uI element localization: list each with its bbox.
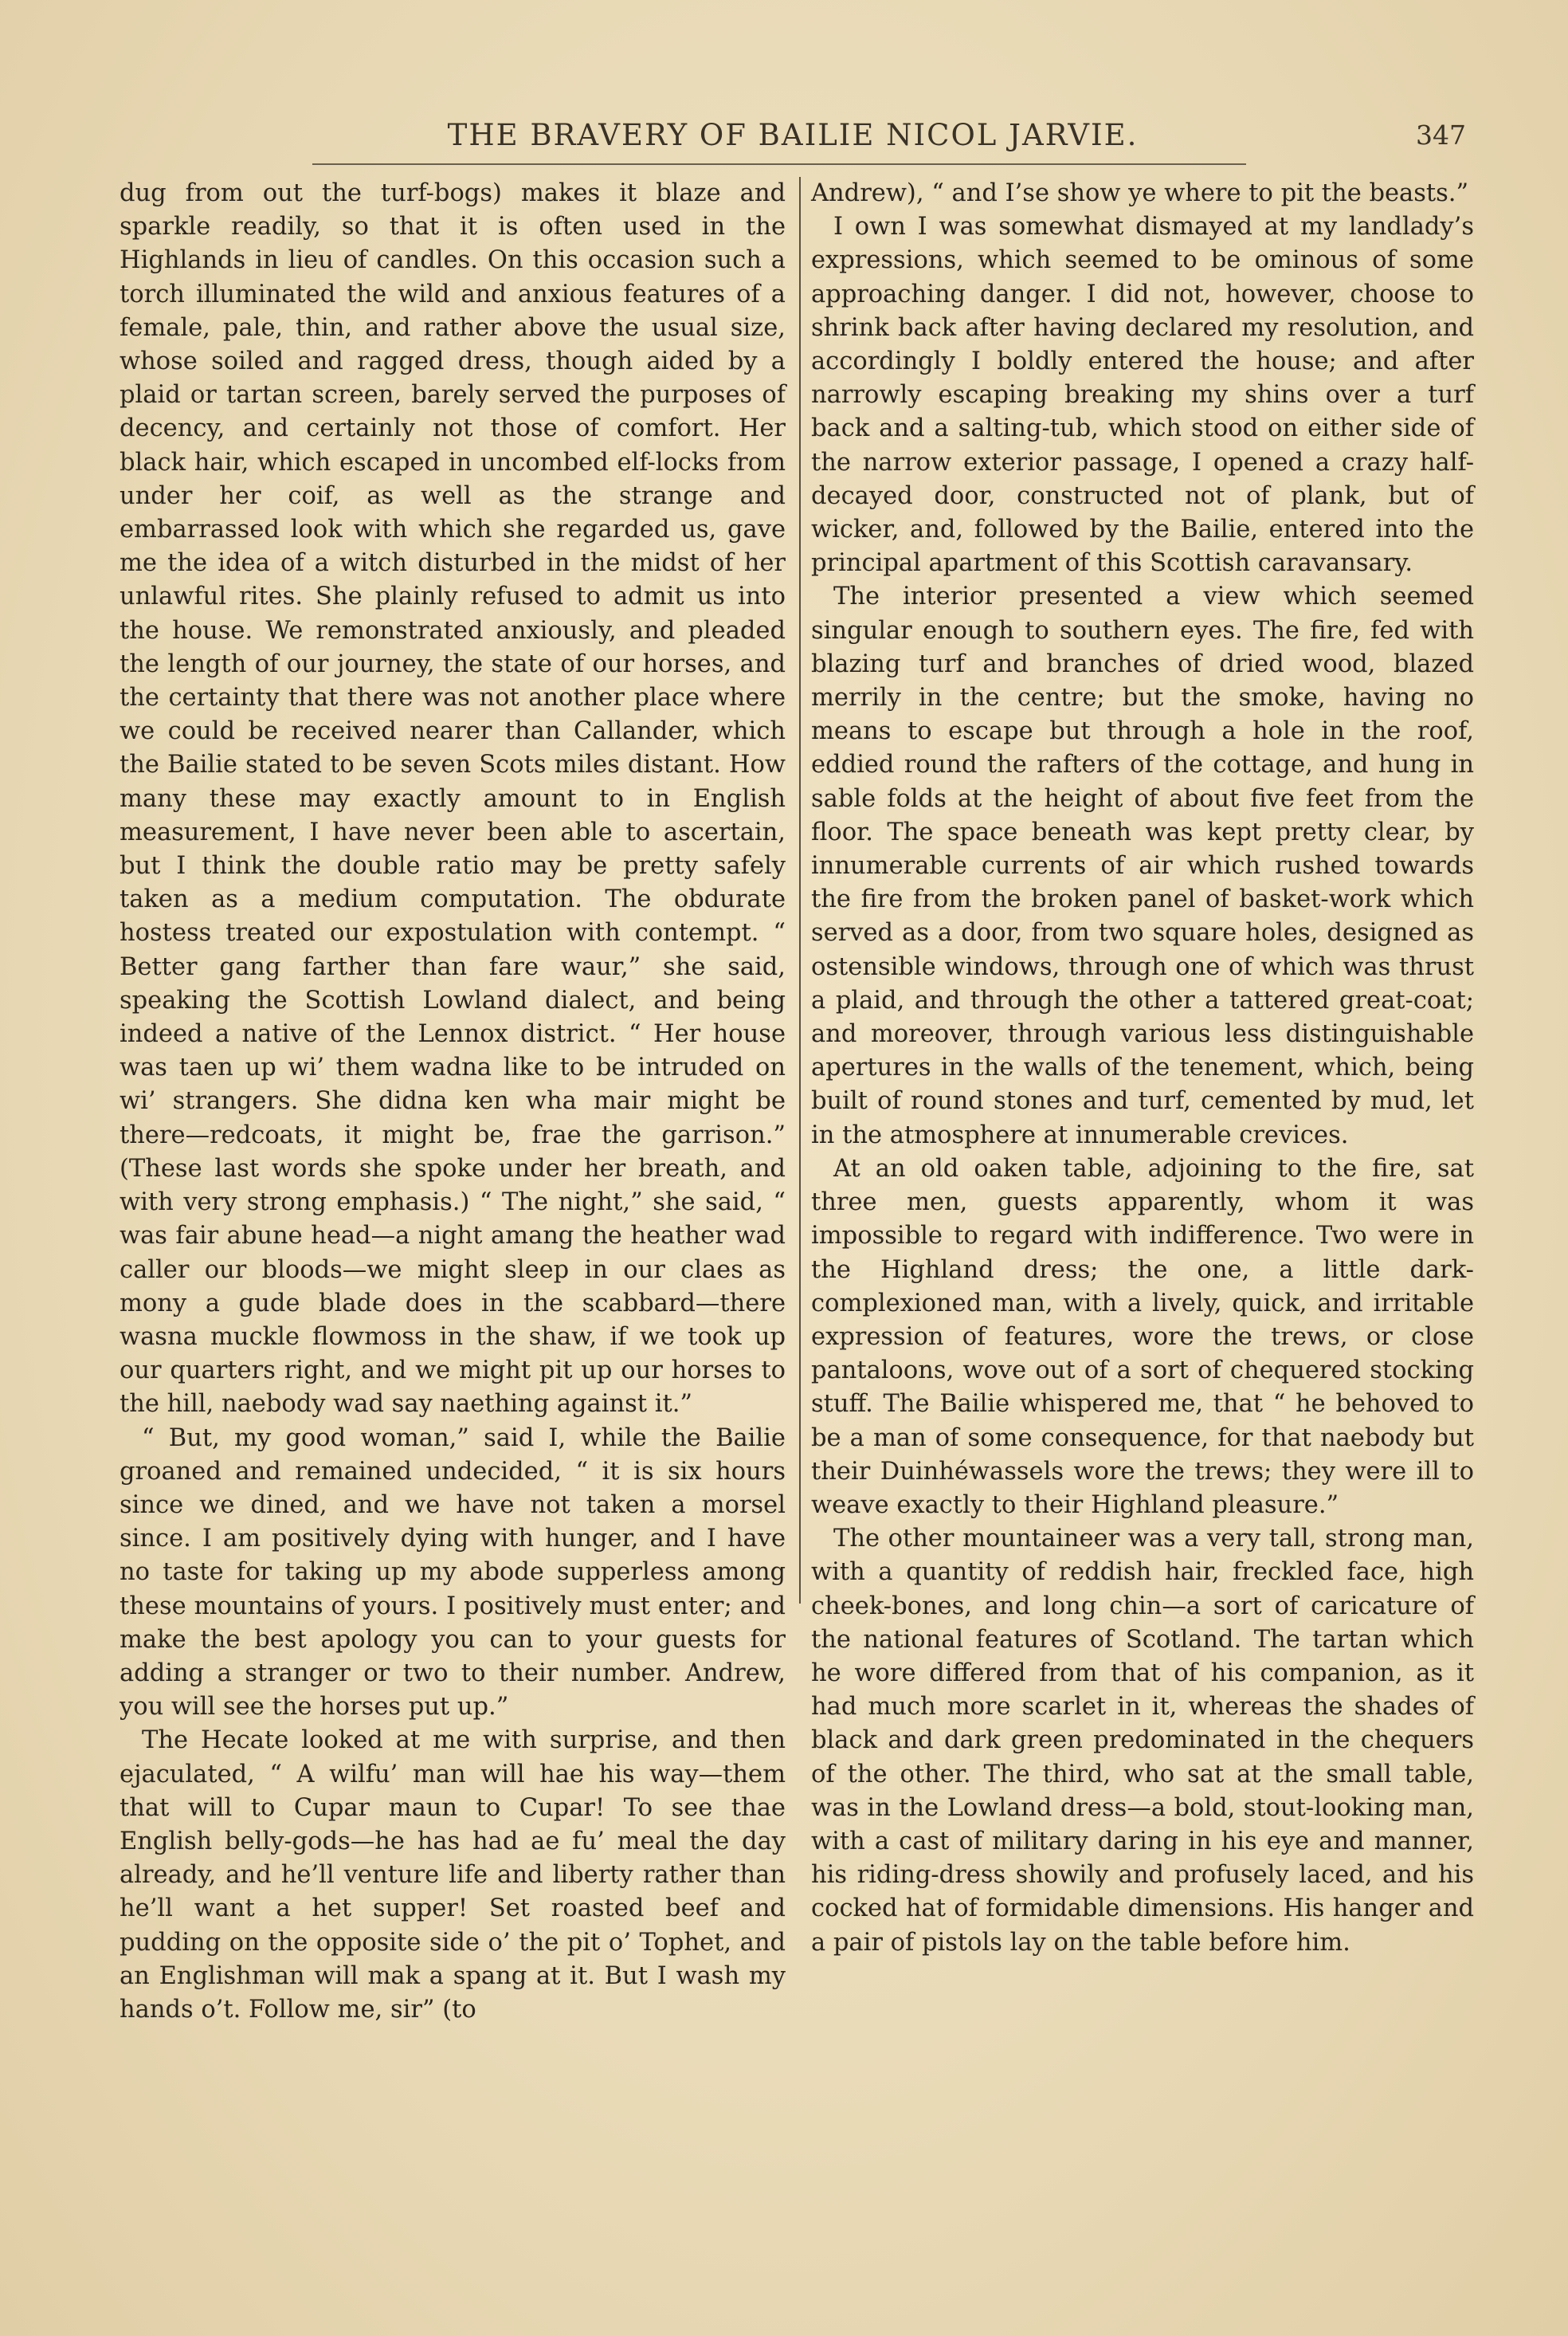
right-paragraph-1: Andrew), “ and I’se show ye where to pit the beasts.” xyxy=(811,179,1469,207)
column-divider xyxy=(799,177,801,1604)
running-head: THE BRAVERY OF BAILIE NICOL JARVIE. xyxy=(447,118,1139,152)
right-paragraph-3: The interior presented a view which seemed singular enough to southern eyes. The fire, fed with blazing turf and branches of dried wood, blazed merrily in the centre; but the smoke, having no means to escape but through a hole in the roof, eddied round the rafters of the cottage, and hung in sable folds at the height of about five feet from the floor. The space beneath was kept pretty clear, by innumerable currents of air which rushed towards the fire from the broken panel of basket-work which served as a door, from two square holes, designed as ostensible windows, through one of which was thrust a plaid, and through the other a tattered great-coat; and moreover, through various less distinguishable apertures in the walls of the tenement, which, being built of round stones and turf, cemented by mud, let in the atmosphere at innumerable crevices. xyxy=(811,583,1474,1149)
right-paragraph-5: The other mountaineer was a very tall, strong man, with a quantity of reddish hair, freckled face, high cheek-bones, and long chin—a sort of caricature of the national features of Scotland. The tartan which he wore differed from that of his companion, as it had much more scarlet in it, whereas the shades of black and dark green predominated in the chequers of the other. The third, who sat at the small table, was in the Lowland dress—a bold, stout-looking man, with a cast of military daring in his eye and manner, his riding-dress showily and profusely laced, and his cocked hat of formidable dimensions. His hanger and a pair of pistols lay on the table before him. xyxy=(811,1525,1474,1957)
left-paragraph-2: “ But, my good woman,” said I, while the Bailie groaned and remained undecided, “ it is six hours since we dined, and we have not taken a morsel since. I am positively dying with hunger, and I have no taste for taking up my abode supperless among these mountains of yours. I positively must enter; and make the best apology you can to your guests for adding a stranger or two to their number. Andrew, you will see the horses put up.” xyxy=(120,1423,786,1722)
left-paragraph-1: dug from out the turf-bogs) makes it blaze and sparkle readily, so that it is often used in the Highlands in lieu of candles. On this occasion such a torch illuminated the wild and anxious features of a female, pale, thin, and rather above the usual size, whose soiled and ragged dress, though aided by a plaid or tartan screen, barely served the purposes of decency, and certainly not those of comfort. Her black hair, which escaped in uncombed elf-locks from under her coif, as well as the strange and embarrassed look with which she regarded us, gave me the idea of a witch disturbed in the midst of her unlawful rites. She plainly refused to admit us into the house. We remonstrated anxiously, and pleaded the length of our journey, the state of our horses, and the certainty that there was not another place where we could be received nearer than Callander, which the Bailie stated to be seven Scots miles distant. How many these may exactly amount to in English measurement, I have never been able to ascertain, but I think the double ratio may be pretty safely taken as a medium computation. The obdurate hostess treated our expostulation with contempt. “ Better gang farther than fare waur,” she said, speaking the Scottish Lowland dialect, and being indeed a native of the Lennox district. “ Her house was taen up wi’ them wadna like to be intruded on wi’ strangers. She didna ken wha mair might be there—redcoats, it might be, frae the garrison.” (These last words she spoke under her breath, and with very strong emphasis.) “ The night,” she said, “ was fair abune head—a night amang the heather wad caller our bloods—we might sleep in our claes as mony a gude blade does in the scabbard—there wasna muckle flowmoss in the shaw, if we took up our quarters right, and we might pit up our horses to the hill, naebody wad say naething against it.” xyxy=(120,179,786,1419)
right-paragraph-2: I own I was somewhat dismayed at my landlady’s expressions, which seemed to be ominous of some approaching danger. I did not, however, choose to shrink back after having declared my resolution, and accordingly I boldly entered the house; and after narrowly escaping breaking my shins over a turf back and a salting-tub, which stood on either side of the narrow exterior passage, I opened a crazy half-decayed door, constructed not of plank, but of wicker, and, followed by the Bailie, entered into the principal apartment of this Scottish caravansary. xyxy=(811,213,1474,578)
left-column xyxy=(120,177,786,2027)
page-header xyxy=(120,118,1466,159)
right-column xyxy=(811,177,1474,1960)
header-rule xyxy=(312,163,1246,165)
right-paragraph-4: At an old oaken table, adjoining to the fire, sat three men, guests apparently, whom it was impossible to regard with indifference. Two were in the Highland dress; the one, a little dark-complexioned man, with a lively, quick, and irritable expression of features, wore the trews, or close pantaloons, wove out of a sort of chequered stocking stuff. The Bailie whispered me, that “ he behoved to be a man of some consequence, for that naebody but their Duinhéwassels wore the trews; they were ill to weave exactly to their Highland pleasure.” xyxy=(811,1154,1474,1519)
left-paragraph-3: The Hecate looked at me with surprise, and then ejaculated, “ A wilfu’ man will hae his way—them that will to Cupar maun to Cupar! To see thae English belly-gods—he has had ae fu’ meal the day already, and he’ll venture life and liberty rather than he’ll want a het supper! Set roasted beef and pudding on the opposite side o’ the pit o’ Tophet, and an Englishman will mak a spang at it. But I wash my hands o’t. Follow me, sir” (to xyxy=(120,1726,786,2024)
page-number: 347 xyxy=(1416,120,1466,151)
